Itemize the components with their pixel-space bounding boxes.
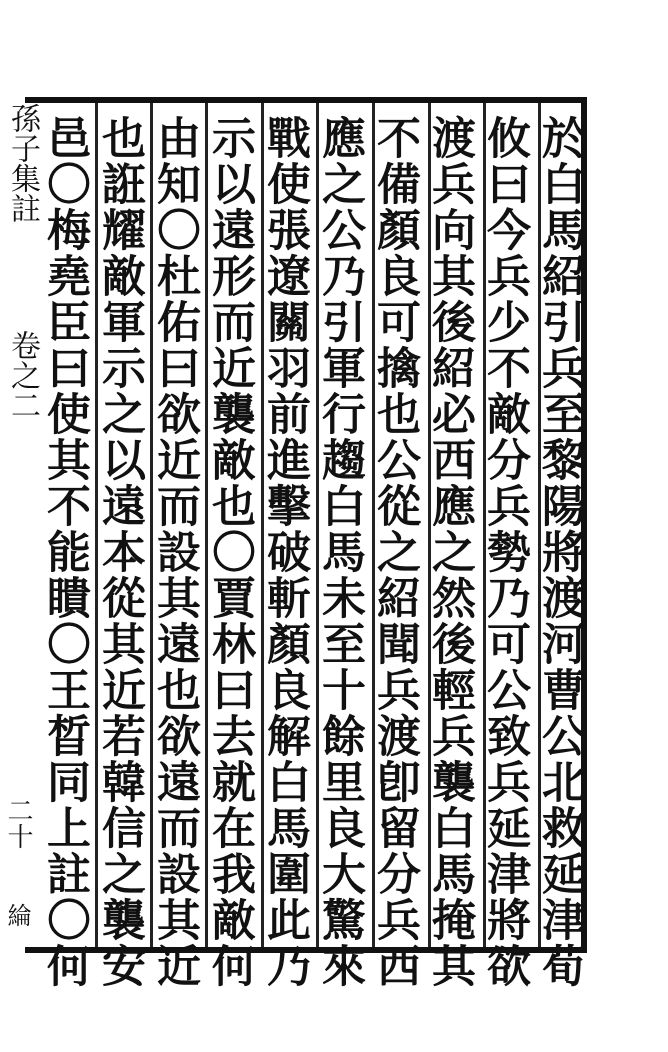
page-number: 二十 xyxy=(3,797,33,849)
plate-mark: 綸 xyxy=(3,903,31,927)
text-column-5: 應之公乃引軍行趨白馬未至十餘里良大驚來 xyxy=(314,115,365,989)
text-column-3: 渡兵向其後紹必西應之然後輕兵襲白馬掩其 xyxy=(424,115,475,989)
text-column-8: 由知〇杜佑曰欲近而設其遠也欲遠而設其近 xyxy=(149,115,200,989)
text-column-7: 示以遠形而近襲敵也〇賈林曰去就在我敵何 xyxy=(204,115,255,989)
text-column-1: 於白馬紹引兵至黎陽將渡河曹公北救延津荀 xyxy=(534,115,585,989)
text-column-2: 攸曰今兵少不敵分兵勢乃可公致兵延津將欲 xyxy=(479,115,530,989)
text-column-10: 邑〇梅堯臣曰使其不能瞶〇王晳同上註〇何 xyxy=(39,115,90,989)
book-title: 孫子集註 xyxy=(5,103,40,223)
top-border xyxy=(25,97,587,103)
text-column-4: 不備顏良可擒也公從之紹聞兵渡卽留分兵西 xyxy=(369,115,420,989)
text-column-9: 也誑耀敵軍示之以遠本從其近若韓信之襲安 xyxy=(94,115,145,989)
text-column-6: 戰使張遼關羽前進擊破斬顏良解白馬圍此乃 xyxy=(259,115,310,989)
volume-label: 卷之二 xyxy=(5,330,40,420)
page-margin xyxy=(0,97,40,953)
